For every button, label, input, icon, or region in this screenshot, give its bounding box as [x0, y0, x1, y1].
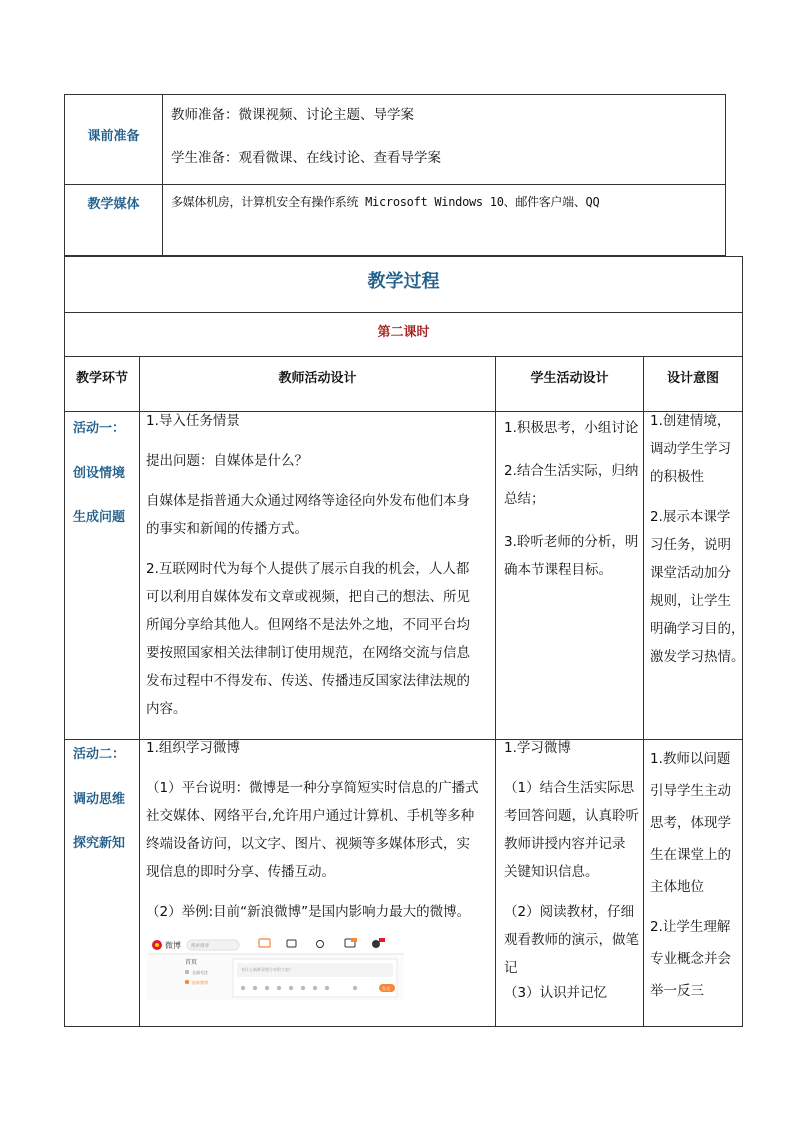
- svg-text:发送: 发送: [382, 986, 391, 991]
- media-row: [65, 185, 725, 255]
- prep-table: [64, 94, 726, 256]
- divider: [495, 356, 496, 1026]
- header-teacher: 教师活动设计: [278, 371, 357, 386]
- divider: [65, 312, 742, 313]
- teacher-prep: 教师准备：微课视频、讨论主题、导学案: [171, 107, 414, 123]
- header-intent: 设计意图: [666, 371, 719, 386]
- header-stage: 教学环节: [75, 371, 128, 386]
- process-table: 教学过程 第二课时 教学环节 教师活动设计 学生活动设计 设计意图 活动一： 创设情境 生成问题 1.导入任务情景 提出问题：自媒体是什么？ 自媒体是指普通大众通过网络等途径向外发布他们本身 的事实和新闻的传播方式。 2.互联网时代为每个人提供了展示自我的机会，人人都 可以利用自媒体发布文章或视频，把自己的想法、所见 所闻分享给其他人。但网络不是法外之地，不同平台均 要按照国家相关法律制订使用规范，在网络交流与信息 发布过程中不得发布、传送、传播违反国家法律法规的 内容。 1.积极思考，小组讨论 2.结合生活实际，归纳 总结； 3.聆听老师的分析，明 确本节课程目标。 1.创建情境， 调动学生学习 的积极性 2.展示本课学 习任务，说明 课堂活动加分 规则，让学生 明确学习目的， 激发学习热情。 活动二： 调动思维 探究新知 1.组织学习微博 （1）平台说明：微博是一种分享简短实时信息的广播式 社交媒体、网络平台,允许用户通过计算机、手机等多种 终端设备访问，以文字、图片、视频等多媒体形式，实 现信息的即时分享、传播互动。 （2）举例:目前“新浪微博”是国内影响力最大的微博。 微博 搜索微博 首页 全部关注 最新微博 有什么新鲜事想分享给大家？ 发送 1.学习微博 （1）结合生活实际思 考回答问题，认真聆听 教师讲授内容并记录 关键知识信息。 （2）阅读教材，仔细 观看教师的演示，做笔 记 （3）认识并记忆 1.教师以问题 引导学生主动 思考，体现学 生在课堂上的 主体地位 2.让学生理解 专业概念并会 举一反三: [64, 256, 743, 1027]
- divider: [643, 356, 644, 1026]
- svg-text:全部关注: 全部关注: [192, 970, 208, 975]
- weibo-screenshot-image: [147, 937, 404, 1000]
- avatar-icon: [372, 940, 380, 948]
- weibo-screenshot: [147, 937, 404, 1000]
- svg-text:微博: 微博: [165, 941, 181, 950]
- media-label: 教学媒体: [65, 185, 163, 255]
- svg-text:有什么新鲜事想分享给大家？: 有什么新鲜事想分享给大家？: [241, 967, 293, 972]
- student-prep: 学生准备：观看微课、在线讨论、查看导学案: [171, 150, 441, 166]
- divider: [65, 411, 742, 412]
- lesson-label: 第二课时: [377, 325, 430, 340]
- media-text: 多媒体机房，计算机安全有操作系统 Microsoft Windows 10、邮件客户端、QQ: [171, 195, 600, 209]
- svg-text:最新微博: 最新微博: [192, 980, 208, 985]
- svg-text:搜索微博: 搜索微博: [191, 944, 209, 949]
- svg-text:首页: 首页: [185, 959, 198, 966]
- prep-row: [65, 95, 725, 185]
- divider: [139, 356, 140, 1026]
- divider: [65, 356, 742, 357]
- header-student: 学生活动设计: [530, 371, 609, 386]
- process-title: 教学过程: [367, 271, 440, 292]
- prep-label: 课前准备: [65, 95, 163, 184]
